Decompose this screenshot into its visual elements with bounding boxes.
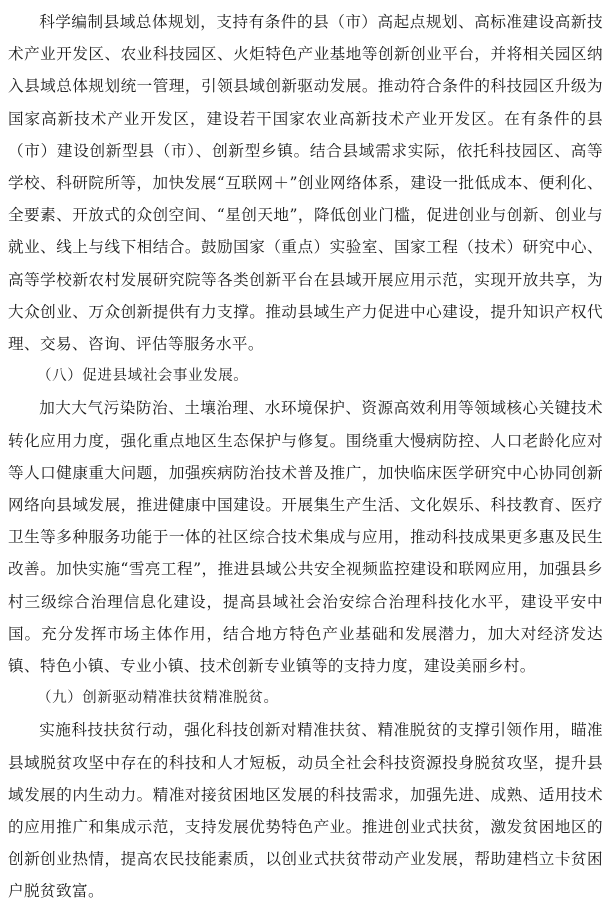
paragraph-county-planning: 科学编制县域总体规划，支持有条件的县（市）高起点规划、高标准建设高新技术产业开发区、农业科技园区、火炬特色产业基地等创新创业平台，并将相关园区纳入县域总体规划统一管理，引领县域创新驱动发展。推动符合条件的科技园区升级为国家高新技术产业开发区，建设若干国家农业高新技术产业开发区。在有条件的县（市）建设创新型县（市）、创新型乡镇。结合县域需求实际，依托科技园区、高等学校、科研院所等，加快发展“互联网＋”创业网络体系，建设一批低成本、便利化、全要素、开放式的众创空间、“星创天地”，降低创业门槛，促进创业与创新、创业与就业、线上与线下相结合。鼓励国家（重点）实验室、国家工程（技术）研究中心、高等学校新农村发展研究院等各类创新平台在县域开展应用示范，实现开放共享，为大众创业、万众创新提供有力支撑。推动县域生产力促进中心建设，提升知识产权代理、交易、咨询、评估等服务水平。 bbox=[8, 13, 603, 354]
section-heading-8: （八）促进县域社会事业发展。 bbox=[37, 368, 249, 385]
paragraph-social-development: 加大大气污染防治、土壤治理、水环境保护、资源高效利用等领域核心关键技术转化应用力度，强化重点地区生态保护与修复。围绕重大慢病防控、人口老龄化应对等人口健康重大问题，加强疾病防治技术普及推广，加快临床医学研究中心协同创新网络向县域发展，推进健康中国建设。开展集生产生活、文化娱乐、科技教育、医疗卫生等多种服务功能于一体的社区综合技术集成与应用，推动科技成果更多惠及民生改善。加快实施“雪亮工程”，推进县域公共安全视频监控建设和联网应用，加强县乡村三级综合治理信息化建设，提高县域社会治安综合治理科技化水平，建设平安中国。充分发挥市场主体作用，结合地方特色产业基础和发展潜力，加大对经济发达镇、特色小镇、专业小镇、技术创新专业镇等的支持力度，建设美丽乡村。 bbox=[8, 399, 603, 676]
section-heading-9: （九）创新驱动精准扶贫精准脱贫。 bbox=[37, 690, 279, 707]
paragraph-poverty-alleviation: 实施科技扶贫行动，强化科技创新对精准扶贫、精准脱贫的支撑引领作用，瞄准县域脱贫攻坚中存在的科技和人才短板，动员全社会科技资源投身脱贫攻坚，提升县域发展的内生动力。精准对接贫困地区发展的科技需求，加强先进、成熟、适用技术的应用推广和集成示范，支持发展优势特色产业。推进创业式扶贫，激发贫困地区的创新创业热情，提高农民技能素质，以创业式扶贫带动产业发展，帮助建档立卡贫困户脱贫致富。 bbox=[8, 721, 603, 901]
